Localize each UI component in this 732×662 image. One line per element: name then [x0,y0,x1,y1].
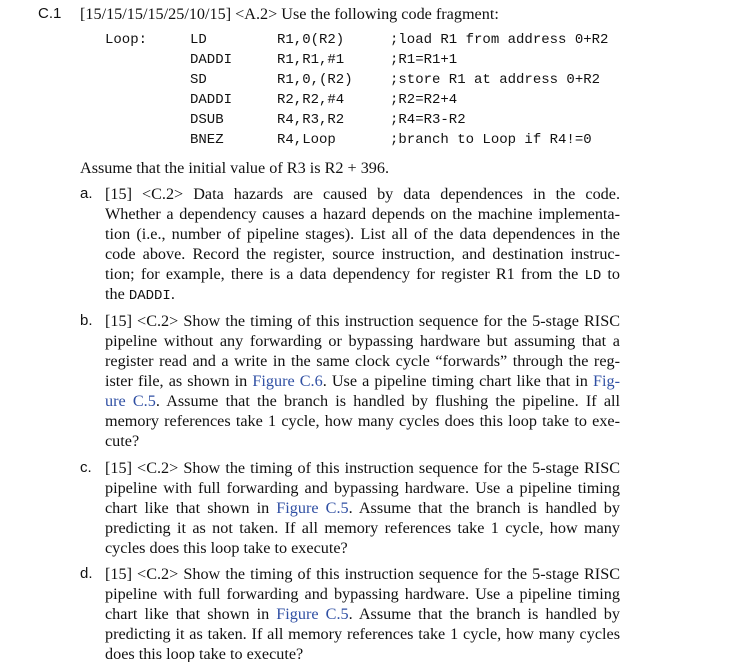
code-comment: ;load R1 from address 0+R2 [390,32,609,48]
text-line: pipeline with full forwarding and bypassing hardware. Use a pipeline timing [105,479,620,497]
part-letter: a. [80,185,93,202]
figure-c5-link[interactable]: Figure C.5 [276,499,349,517]
text-line: cycles does this loop take to execute? [105,539,348,557]
text-line: cute? [105,432,140,450]
figure-c5-link[interactable]: ure C.5 [105,392,156,410]
text-line: predicting it as taken. If all memory references take 1 cycle, how many cycles [105,625,620,643]
assumption-text: Assume that the initial value of R3 is R2 + 396. [80,159,390,177]
text-line: code above. Record the register, source instruction, and destination instruc- [105,245,620,263]
exercise-number: C.1 [38,5,62,22]
code-comment: ;R1=R1+1 [390,52,458,68]
code-opcode: DSUB [190,112,224,128]
text-line [105,264,620,284]
text-line: pipeline with full forwarding and bypassing hardware. Use a pipeline timing [105,585,620,603]
code-opcode: SD [190,72,207,88]
text-line [105,391,620,411]
text-line: [15] <C.2> Show the timing of this instruction sequence for the 5-stage RISC [105,312,620,330]
text-run: to [601,265,621,283]
code-comment: ;R2=R2+4 [390,92,458,108]
text-run: chart like that shown in [105,499,277,517]
part-text [105,184,620,304]
text-run: ister file, as shown in [105,372,253,390]
code-opcode: LD [190,32,207,48]
code-term: LD [584,268,602,284]
text-run: . [170,285,175,303]
part-text [105,458,620,558]
code-operands: R1,0(R2) [277,32,345,48]
text-run: . Assume that the branch is handled by [348,605,620,623]
text-line: register read and a write in the same clock cycle “forwards” through the reg- [105,352,620,370]
text-run: tion; for example, there is a data dependency for register R1 from the [105,265,585,283]
figure-c5-link[interactable]: Figure C.5 [276,605,349,623]
text-line [105,284,620,304]
figure-c6-link[interactable]: Figure C.6 [252,372,323,390]
text-line: pipeline without any forwarding or bypassing hardware but assuming that a [105,332,620,350]
text-run: the [105,285,129,303]
code-operands: R4,R3,R2 [277,112,345,128]
text-line: Whether a dependency causes a hazard depends on the machine implementa- [105,205,620,223]
code-opcode: DADDI [190,52,233,68]
figure-c5-link[interactable]: Fig- [593,372,620,390]
text-line [105,604,620,624]
text-line [105,371,620,391]
part-text [105,311,620,451]
text-line: predicting it as not taken. If all memory references take 1 cycle, how many [105,519,620,537]
text-line: [15] <C.2> Show the timing of this instruction sequence for the 5-stage RISC [105,459,620,477]
code-operands: R2,R2,#4 [277,92,345,108]
text-run: . Assume that the branch is handled by [348,499,620,517]
code-opcode: BNEZ [190,132,224,148]
code-operands: R1,R1,#1 [277,52,345,68]
text-line: [15] <C.2> Show the timing of this instruction sequence for the 5-stage RISC [105,565,620,583]
text-line: [15] <C.2> Data hazards are caused by data dependences in the code. [105,185,620,203]
text-line: memory references take 1 cycle, how many cycles does this loop take to exe- [105,412,620,430]
text-run: . Use a pipeline timing chart like that in [322,372,593,390]
text-run: . Assume that the branch is handled by flushing the pipeline. If all [155,392,620,410]
code-operands: R4,Loop [277,132,336,148]
part-letter: c. [80,459,92,476]
text-line [105,498,620,518]
text-run: chart like that shown in [105,605,277,623]
exercise-intro: [15/15/15/15/25/10/15] <A.2> Use the following code fragment: [80,5,499,23]
code-label: Loop: [105,32,148,48]
text-line: tion (i.e., number of pipeline stages). List all of the data dependences in the [105,225,620,243]
part-text [105,564,620,662]
code-operands: R1,0,(R2) [277,72,353,88]
part-letter: b. [80,312,93,329]
part-letter: d. [80,565,93,582]
code-opcode: DADDI [190,92,233,108]
code-comment: ;store R1 at address 0+R2 [390,72,601,88]
text-line: does this loop take to execute? [105,645,304,662]
code-term: DADDI [128,288,171,304]
code-comment: ;branch to Loop if R4!=0 [390,132,592,148]
code-comment: ;R4=R3-R2 [390,112,466,128]
